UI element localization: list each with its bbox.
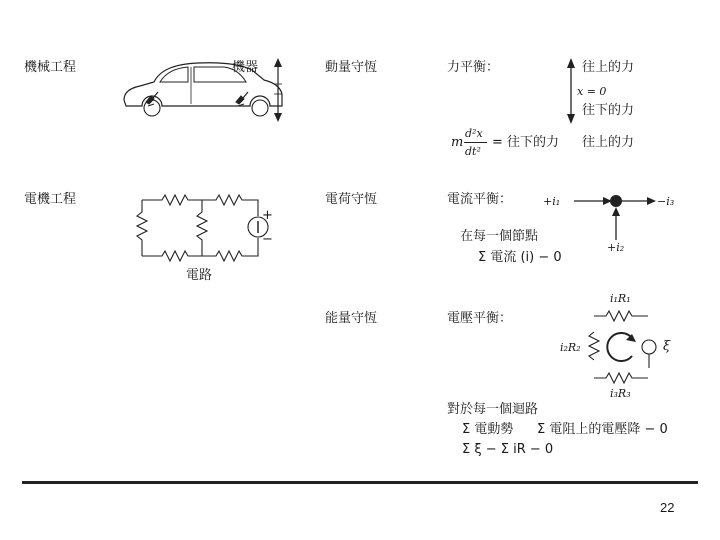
current-node-diagram <box>570 190 660 242</box>
force-balance-title: 力平衡： <box>447 60 500 75</box>
kvl-equation: Σ ξ − Σ iR − 0 <box>462 442 554 457</box>
footer-rule <box>22 481 698 484</box>
current-in-label: +i₁ <box>543 195 561 208</box>
circuit-label: 電路 <box>186 268 213 283</box>
x-equals-zero-label: x = 0 <box>577 85 607 98</box>
emf-sum: Σ 電動勢 <box>462 422 514 437</box>
equation-up-force: 往上的力 <box>582 135 635 150</box>
principle-energy: 能量守恆 <box>325 311 378 326</box>
down-force-label: 往下的力 <box>582 103 635 118</box>
mass-symbol: m <box>451 135 464 150</box>
fraction-denominator: dt² <box>465 145 481 158</box>
resistor1-drop-label: i₁R₁ <box>610 292 631 305</box>
source-minus-label: − <box>262 232 273 247</box>
source-plus-label: + <box>262 208 273 223</box>
fraction-bar <box>464 142 487 143</box>
machine-label: 機器 <box>232 60 259 75</box>
circuit-diagram <box>132 192 282 268</box>
field-electrical-label: 電機工程 <box>24 192 77 207</box>
resistor3-drop-label: i₃R₃ <box>610 387 631 400</box>
emf-symbol: ξ <box>663 339 671 354</box>
vertical-force-arrow-icon <box>272 58 284 122</box>
current-bottom-label: +i₂ <box>607 241 625 254</box>
principle-momentum: 動量守恆 <box>325 60 378 75</box>
principle-charge: 電荷守恆 <box>325 192 378 207</box>
node-rule: 在每一個節點 <box>460 229 539 244</box>
car-illustration <box>118 58 293 128</box>
loop-rule: 對於每一個迴路 <box>447 402 539 417</box>
current-balance-title: 電流平衡： <box>447 192 513 207</box>
page-number: 22 <box>660 500 675 515</box>
field-mechanical-label: 機械工程 <box>24 60 77 75</box>
equation-rhs: = 往下的力 <box>492 135 560 150</box>
current-sum-rule: Σ 電流 (i) − 0 <box>478 250 562 265</box>
force-up-down-arrow-icon <box>566 58 576 124</box>
up-force-label: 往上的力 <box>582 60 635 75</box>
voltage-balance-title: 電壓平衡： <box>447 311 513 326</box>
resistor2-drop-label: i₂R₂ <box>560 341 581 354</box>
fraction-numerator: d²x <box>465 127 483 140</box>
voltage-loop-diagram <box>586 306 662 386</box>
voltage-drop-sum: Σ 電阻上的電壓降 − 0 <box>537 422 668 437</box>
current-out-label: −i₃ <box>657 195 675 208</box>
